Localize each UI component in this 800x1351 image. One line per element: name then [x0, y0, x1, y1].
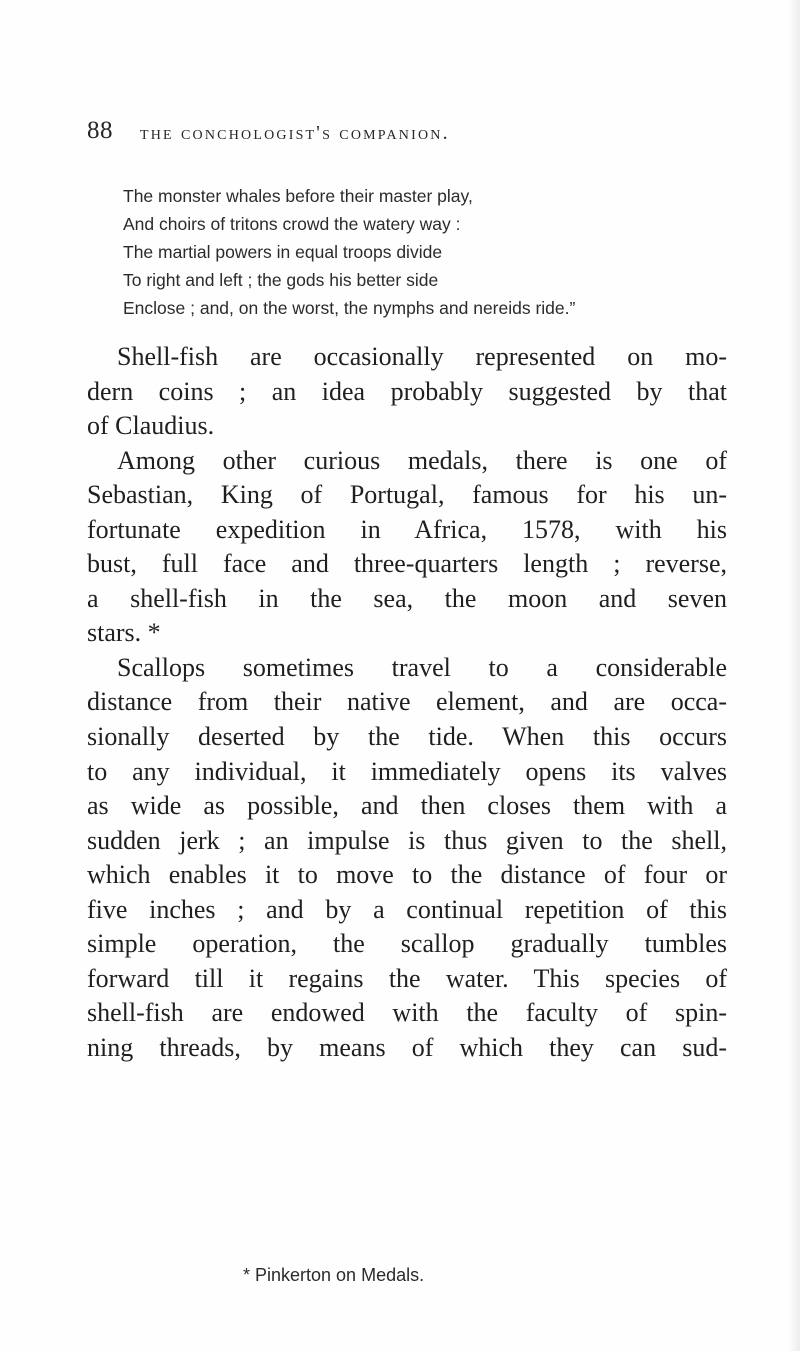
running-head — [87, 117, 747, 147]
verse-line: The monster whales before their master play, — [123, 186, 473, 206]
paragraph-line: sudden jerk ; an impulse is thus given to the shell, — [87, 825, 727, 855]
paragraph-line: fortunate expedition in Africa, 1578, with his — [87, 514, 727, 544]
paragraph-line: Sebastian, King of Portugal, famous for his un- — [87, 480, 727, 510]
paragraph-line: bust, full face and three-quarters length ; reverse, — [87, 549, 727, 579]
body-text — [87, 340, 727, 1065]
paragraph-line: stars. * — [87, 618, 161, 648]
verse-line: The martial powers in equal troops divide — [123, 242, 443, 262]
paragraph-line: five inches ; and by a continual repetition of this — [87, 894, 727, 924]
paragraph-line: of Claudius. — [87, 411, 215, 441]
paragraph-line: which enables it to move to the distance of four or — [87, 860, 727, 890]
paragraph-line: forward till it regains the water. This species of — [87, 963, 727, 993]
paragraph-line: Scallops sometimes travel to a considerable — [117, 652, 727, 682]
paragraph-line: a shell-fish in the sea, the moon and seven — [87, 583, 727, 613]
paragraph-line: Shell-fish are occasionally represented on mo- — [117, 342, 727, 371]
paragraph-line: distance from their native element, and are occa- — [87, 687, 727, 717]
page-number: 88 — [87, 117, 113, 144]
paragraph-line: shell-fish are endowed with the faculty of spin- — [87, 998, 727, 1028]
verse-line: Enclose ; and, on the worst, the nymphs and nereids ride.” — [123, 298, 576, 318]
page-edge-shadow — [788, 0, 800, 1351]
verse-line: And choirs of tritons crowd the watery way : — [123, 214, 461, 234]
verse-line: To right and left ; the gods his better side — [123, 270, 439, 290]
verse-quotation — [123, 182, 723, 322]
footnote: * Pinkerton on Medals. — [243, 1265, 425, 1285]
paragraph-line: dern coins ; an idea probably suggested by that — [87, 376, 727, 406]
running-title: the conchologist's companion. — [140, 122, 450, 144]
paragraph-line: Among other curious medals, there is one of — [117, 445, 727, 475]
paragraph-line: as wide as possible, and then closes them with a — [87, 791, 727, 821]
paragraph-line: ning threads, by means of which they can sud- — [87, 1032, 727, 1062]
paragraph-line: simple operation, the scallop gradually tumbles — [87, 929, 727, 959]
paragraph-line: sionally deserted by the tide. When this occurs — [87, 722, 727, 752]
paragraph-line: to any individual, it immediately opens its valves — [87, 756, 727, 786]
